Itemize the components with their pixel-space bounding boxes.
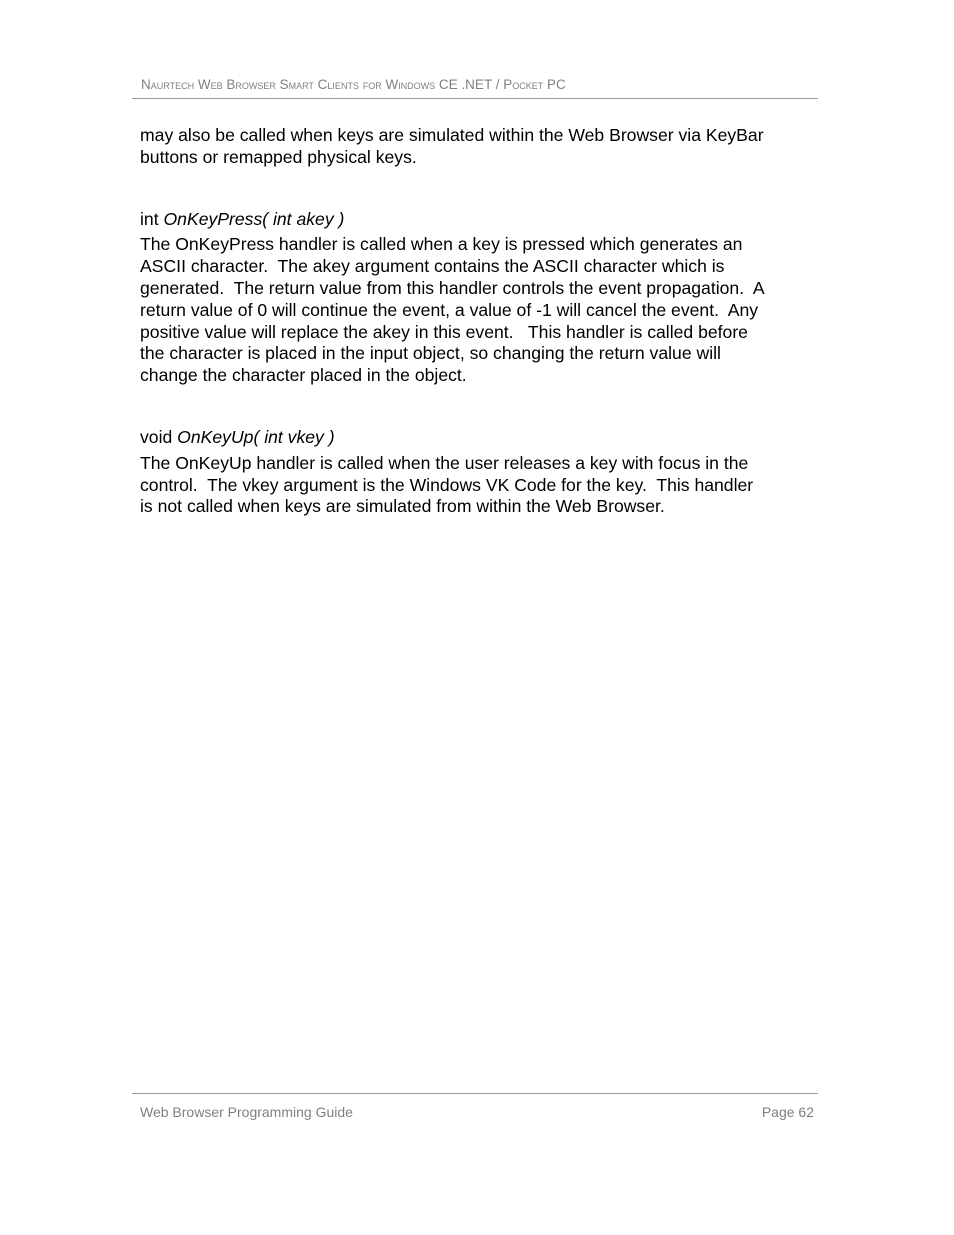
page-footer [132,1093,818,1124]
onkeypress-function: OnKeyPress( int akey ) [163,208,345,229]
onkeyup-description: The OnKeyUp handler is called when the user releases a key with focus in the control. The vkey argument is the Windows VK Code for the key. This handler is not called when keys are simulated from within the Web Browser. [140,452,754,517]
onkeyup-function: OnKeyUp( int vkey ) [177,426,335,447]
page-content [140,125,816,518]
intro-paragraph: may also be called when keys are simulated within the Web Browser via KeyBar buttons or remapped physical keys. [140,125,764,167]
onkeypress-return-type: int [140,208,159,229]
onkeyup-signature [140,427,816,449]
footer-page-number: Page 62 [761,1104,814,1120]
onkeyup-return-type: void [140,426,173,447]
onkeypress-signature [140,209,816,231]
onkeypress-description: The OnKeyPress handler is called when a key is pressed which generates an ASCII character. The akey argument contains the ASCII character which is generated. The return value from this handler controls the event propagation. A return value of 0 will continue the event, a value of -1 will cancel the event. Any positive value will replace the akey in this event. This handler is called before the character is placed in the input object, so changing the return value will change the character placed in the object. [140,234,765,386]
footer-document-title: Web Browser Programming Guide [140,1104,353,1120]
page-header [132,76,818,99]
header-title: Naurtech Web Browser Smart Clients for Windows CE .NET / Pocket PC [141,77,566,92]
